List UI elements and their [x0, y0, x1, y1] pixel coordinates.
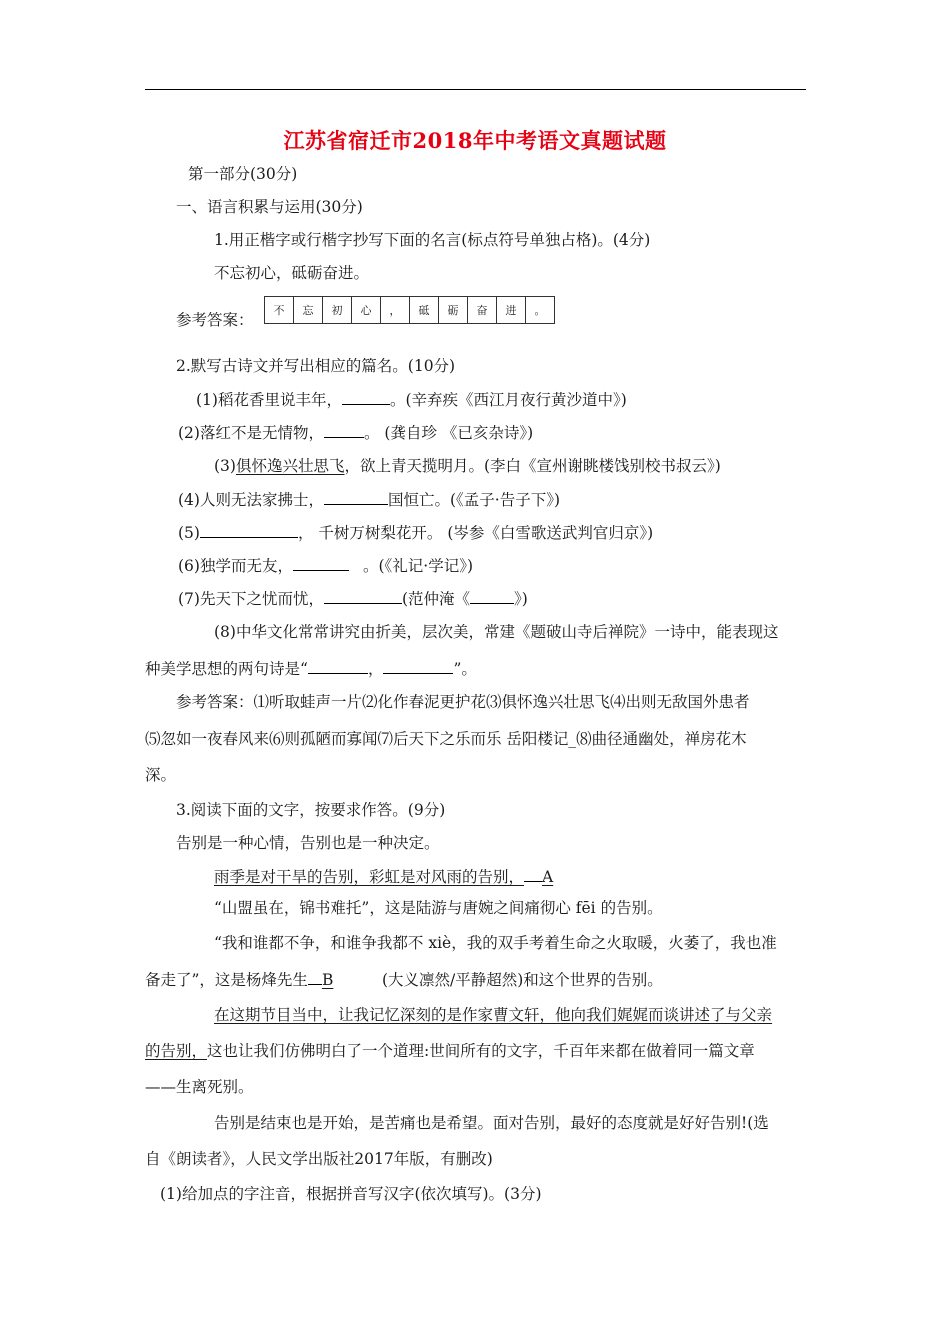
q2-item-7-text: (7)先天下之忧而忧， [178, 590, 324, 608]
q2-item-5-source: ， 千树万树梨花开。 (岑参《白雪歌送武判官归京》) [297, 524, 654, 542]
grid-cell: 奋 [468, 297, 497, 323]
q2-item-8-comma: ， [367, 660, 384, 678]
q2-item-1-source: 。(辛弃疾《西江月夜行黄沙道中》) [389, 391, 627, 409]
fill-blank [200, 522, 298, 538]
q1-quote: 不忘初心，砥砺奋进。 [214, 264, 370, 282]
q3-para-3-line2 [145, 969, 663, 990]
q2-item-8-close: ”。 [453, 660, 477, 678]
q2-item-7-source: (范仲淹《 [401, 590, 471, 608]
grid-cell: 忘 [294, 297, 323, 323]
fill-blank [324, 489, 388, 505]
fill-blank [308, 658, 368, 674]
q3-para-5-line2: 自《朗读者》，人民文学出版社2017年版，有删改) [145, 1150, 493, 1168]
q2-item-2 [178, 422, 533, 443]
grid-cell: 初 [323, 297, 352, 323]
fill-blank [342, 389, 390, 405]
q2-answer-line2: ⑸忽如一夜春风来⑹则孤陋而寡闻⑺后天下之乐而乐 岳阳楼记_⑻曲径通幽处，禅房花木 [145, 730, 747, 748]
q2-item-6-text: (6)独学而无友， [178, 557, 293, 575]
page-title: 江苏省宿迁市2018年中考语文真题试题 [283, 128, 667, 153]
part-heading: 第一部分(30分) [188, 165, 298, 183]
grid-cell: 砥 [410, 297, 439, 323]
q1-prompt: 1.用正楷字或行楷字抄写下面的名言(标点符号单独占格)。(4分) [214, 231, 651, 249]
q2-item-3-num: (3) [214, 457, 236, 475]
q2-item-2-text: (2)落红不是无情物， [178, 424, 324, 442]
grid-cell: ， [381, 297, 410, 323]
q2-item-4 [178, 489, 560, 510]
q3-para-4-line1: 在这期节目当中，让我记忆深刻的是作家曹文轩，他向我们娓娓而谈讲述了与父亲 [214, 1006, 773, 1024]
q2-item-6 [178, 555, 473, 576]
q3-para-3-line1: “我和谁都不争，和谁争我都不 xiè，我的双手考着生命之火取暖，火萎了，我也准 [214, 934, 777, 952]
q2-item-1-text: (1)稻花香里说丰年， [196, 391, 342, 409]
q3-sub-1: (1)给加点的字注音，根据拼音写汉字(依次填写)。(3分) [160, 1185, 542, 1203]
q3-para-4-rest: 这也让我们仿佛明白了一个道理:世间所有的文字，千百年来都在做着同一篇文章 [207, 1042, 755, 1060]
q2-item-4-source: 国恒亡。(《孟子·告子下》) [387, 491, 560, 509]
q2-item-5 [178, 522, 653, 543]
q2-answer-line3: 深。 [145, 766, 177, 784]
q3-para-4-line3: ——生离死别。 [145, 1078, 254, 1096]
grid-cell: 砺 [439, 297, 468, 323]
fill-blank [324, 588, 402, 604]
grid-cell: 。 [534, 304, 546, 317]
fill-blank [308, 969, 322, 985]
q2-item-8-line1: (8)中华文化常常讲究由折美，层次美，常建《题破山寺后禅院》一诗中，能表现这 [214, 623, 779, 641]
q2-item-8-line2 [145, 658, 477, 679]
q3-para-5-line1: 告别是结束也是开始，是苦痛也是希望。面对告别，最好的态度就是好好告别!(选 [214, 1114, 769, 1132]
q2-item-3-source: ，欲上青天揽明月。(李白《宣州谢眺楼饯别校书叔云》) [344, 457, 721, 475]
q2-answer-line1: 参考答案：⑴听取蛙声一片⑵化作春泥更护花⑶俱怀逸兴壮思飞⑷出则无敌国外患者 [176, 693, 750, 711]
q3-para-1 [214, 866, 622, 887]
q2-item-3-underlined: 俱怀逸兴壮思飞 [235, 457, 345, 475]
answer-grid [264, 296, 555, 324]
grid-cell: 不 [265, 297, 294, 323]
q3-para-0: 告别是一种心情，告别也是一种决定。 [176, 834, 440, 852]
q3-para-4-underlined: 的告别， [145, 1042, 208, 1060]
fill-blank [524, 866, 542, 882]
q2-item-2-source: 。 (龚自珍 《已亥杂诗》) [363, 424, 534, 442]
q2-item-1 [196, 389, 627, 410]
q2-prompt: 2.默写古诗文并写出相应的篇名。(10分) [176, 357, 456, 375]
q1-answer-label: 参考答案： [176, 311, 254, 329]
q2-item-3 [214, 456, 721, 476]
q3-para-3-rest: (大义凛然/平静超然)和这个世界的告别。 [381, 971, 663, 989]
q2-item-5-num: (5) [178, 524, 200, 542]
top-rule [145, 89, 806, 90]
fill-blank [324, 422, 364, 438]
q2-item-7 [178, 588, 528, 609]
grid-cell: 心 [352, 297, 381, 323]
blank-a: A [542, 868, 554, 886]
q2-item-8-text: 种美学思想的两句诗是“ [145, 660, 308, 678]
fill-blank [293, 555, 349, 571]
q3-para-2: “山盟虽在，锦书难托”，这是陆游与唐婉之间痛彻心 fēi 的告别。 [214, 899, 663, 917]
q2-item-4-text: (4)人则无法家拂士， [178, 491, 324, 509]
q3-para-1-underlined: 雨季是对干旱的告别，彩虹是对风雨的告别， [214, 868, 525, 886]
q3-para-3-text: 备走了”，这是杨烽先生 [145, 971, 308, 989]
blank-b: B [321, 971, 334, 989]
q3-prompt: 3.阅读下面的文字，按要求作答。(9分) [176, 801, 446, 819]
fill-blank [470, 588, 514, 604]
fill-blank [383, 658, 453, 674]
q2-item-6-source: 。(《礼记·学记》) [362, 557, 473, 575]
q2-item-7-close: 》) [514, 590, 528, 608]
section-heading: 一、语言积累与运用(30分) [176, 198, 363, 216]
q3-para-4-line2 [145, 1041, 755, 1061]
grid-cell: 进 [497, 297, 526, 323]
